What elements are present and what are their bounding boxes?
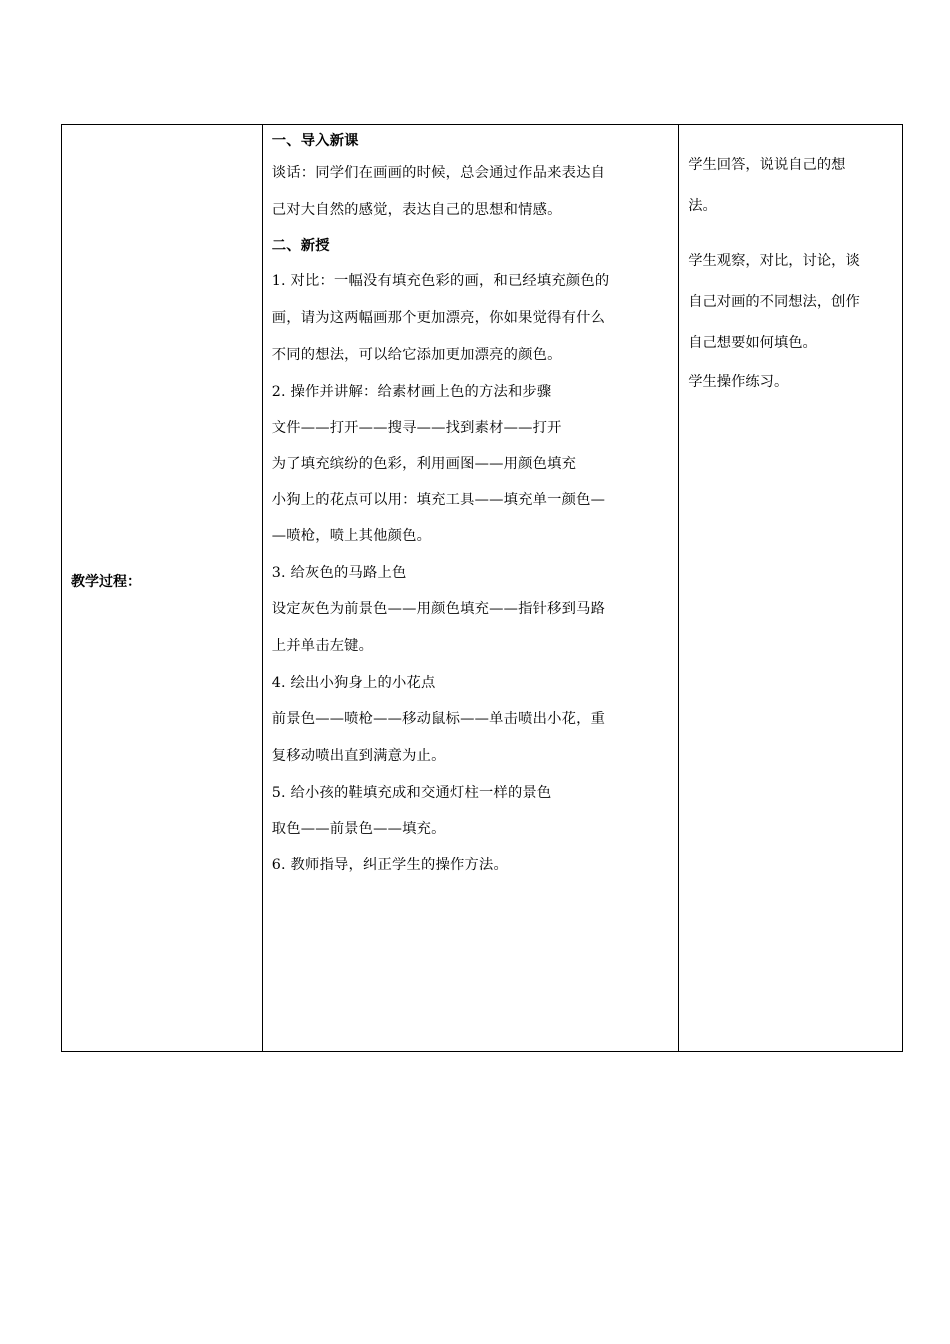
content-line: 画，请为这两幅画那个更加漂亮，你如果觉得有什么	[271, 310, 606, 326]
activity-line: 学生回答，说说自己的想	[688, 157, 846, 173]
spacer	[688, 227, 896, 241]
content-line: 复移动喷出直到满意为止。	[271, 748, 446, 764]
activity-line: 自己对画的不同想法，创作	[688, 294, 860, 310]
activity-line: 自己想要如何填色。	[688, 335, 817, 351]
activity-line: 学生观察，对比，讨论，谈	[688, 253, 860, 269]
content-line: 不同的想法，可以给它添加更加漂亮的颜色。	[271, 347, 562, 363]
section-label: 教学过程：	[71, 574, 141, 590]
content-line: 小狗上的花点可以用：填充工具——填充单一颜色—	[271, 492, 606, 508]
content-line: 为了填充缤纷的色彩，利用画图——用颜色填充	[271, 456, 577, 472]
content-line: 5. 给小孩的鞋填充成和交通灯柱一样的景色	[271, 785, 552, 801]
teaching-content	[263, 125, 678, 883]
content-line: 4. 绘出小狗身上的小花点	[271, 675, 436, 691]
label-cell	[62, 125, 263, 1052]
content-line: 文件——打开——搜寻——找到素材——打开	[271, 420, 562, 436]
content-line: 前景色——喷枪——移动鼠标——单击喷出小花，重	[271, 711, 606, 727]
content-line: —喷枪，喷上其他颜色。	[271, 528, 432, 544]
content-line: 谈话：同学们在画画的时候，总会通过作品来表达自	[271, 165, 606, 181]
lesson-table	[61, 124, 903, 1052]
main-content-cell	[262, 125, 678, 1052]
student-activity	[679, 125, 902, 400]
student-activity-cell	[679, 125, 903, 1052]
activity-line: 法。	[688, 198, 717, 214]
content-line: 设定灰色为前景色——用颜色填充——指针移到马路	[271, 601, 606, 617]
content-line: 2. 操作并讲解：给素材画上色的方法和步骤	[271, 384, 552, 400]
content-line: 3. 给灰色的马路上色	[271, 565, 407, 581]
section-heading: 二、新授	[271, 238, 330, 254]
content-line: 6. 教师指导，纠正学生的操作方法。	[271, 857, 508, 873]
content-line: 上并单击左键。	[271, 638, 374, 654]
content-line: 己对大自然的感觉，表达自己的思想和情感。	[271, 202, 562, 218]
activity-line: 学生操作练习。	[688, 374, 789, 390]
content-line: 取色——前景色——填充。	[271, 821, 446, 837]
content-line: 1. 对比：一幅没有填充色彩的画，和已经填充颜色的	[271, 273, 610, 289]
section-heading: 一、导入新课	[271, 133, 359, 149]
